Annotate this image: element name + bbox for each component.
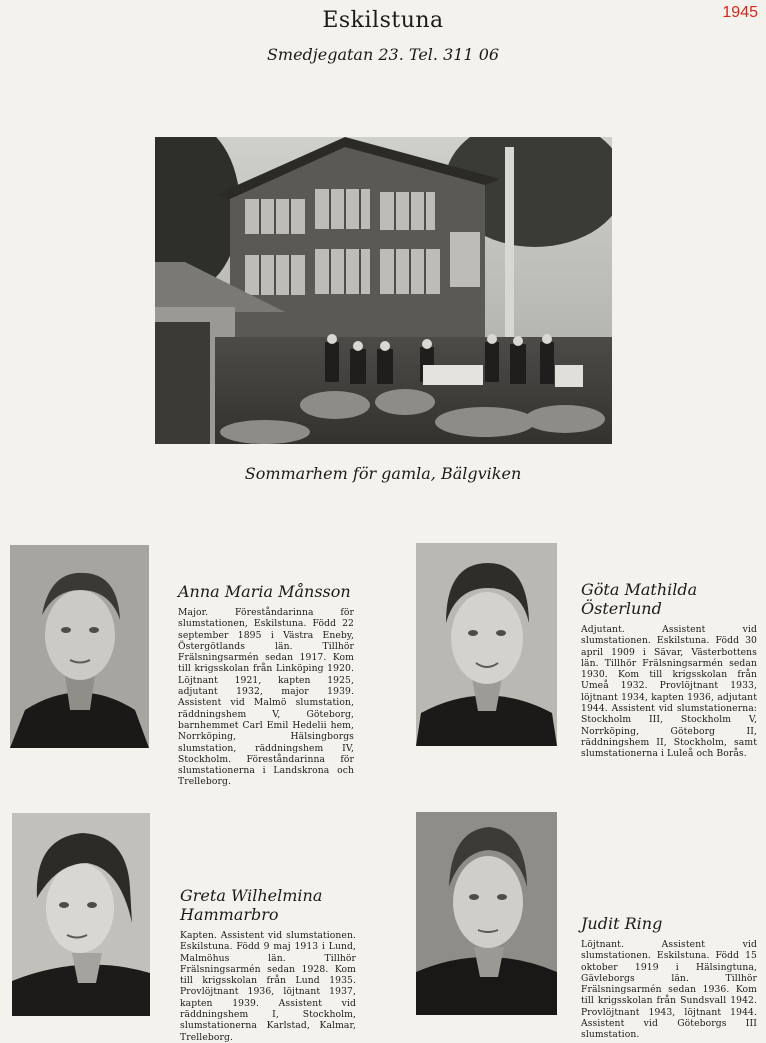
person-bio: Adjutant. Assistent vid slumstationen. Eskilstuna. Född 30 april 1909 i Sävar, Västerbottens län. Tillhör Frälsningsarmén sedan 1930. Kom till krigsskolan från Umeå 1932. Provlöjtnant 1933, löjtnant 1934, kapten 1936, adjutant 1944. Assistent vid slumstationerna: Stockholm III, Stockholm V, Norrköping, Göteborg II, räddningshem II, Stockholm, samt slumstationerna i Luleå och Borås. (581, 624, 757, 760)
page-title: Eskilstuna (322, 8, 444, 33)
portrait-greta-wilhelmina-hammarbro (12, 813, 150, 1016)
bio-judit-ring (581, 914, 757, 1041)
photo-caption: Sommarhem för gamla, Bälgviken (244, 464, 522, 483)
person-name: Greta Wilhelmina Hammarbro (180, 886, 323, 924)
bio-greta-wilhelmina-hammarbro (180, 886, 356, 1043)
summer-home-photo (155, 137, 612, 444)
person-bio: Löjtnant. Assistent vid slumstationen. Eskilstuna. Född 15 oktober 1919 i Hälsingtuna, Gävleborgs län. Tillhör Frälsningsarmén sedan 1936. Kom till krigsskolan från Sundsvall 1942. Provlöjtnant 1943, löjtnant 1944. Assistent vid Göteborgs III slumstation. (581, 939, 757, 1041)
person-bio: Major. Föreståndarinna för slumstationen, Eskilstuna. Född 22 september 1895 i Västra Eneby, Östergötlands län. Tillhör Frälsningsarmén sedan 1917. Kom till krigsskolan från Linköping 1920. Löjtnant 1921, kapten 1925, adjutant 1932, major 1939. Assistent vid Malmö slumstation, räddningshem V, Göteborg, barnhemmet Carl Emil Hedelii hem, Norrköping, Hälsingborgs slumstation, räddningshem IV, Stockholm. Föreståndarinna för slumstationerna i Landskrona och Trelleborg. (178, 607, 354, 788)
person-bio: Kapten. Assistent vid slumstationen. Eskilstuna. Född 9 maj 1913 i Lund, Malmöhus län. Tillhör Frälsningsarmén sedan 1928. Kom till krigsskolan från Lund 1935. Provlöjtnant 1936, löjtnant 1937, kapten 1939. Assistent vid räddningshem I, Stockholm, slumstationerna Karlstad, Kalmar, Trelleborg. (180, 930, 356, 1043)
bio-anna-maria-mansson (178, 582, 354, 788)
portrait-anna-maria-mansson (10, 545, 149, 748)
year-label: 1945 (722, 4, 758, 21)
portrait-gota-mathilda-osterlund (416, 543, 557, 746)
person-name: Anna Maria Månsson (178, 582, 351, 601)
portrait-judit-ring (416, 812, 557, 1015)
bio-gota-mathilda-osterlund (581, 580, 757, 760)
person-name: Göta Mathilda Österlund (581, 580, 698, 618)
person-name: Judit Ring (581, 914, 663, 933)
address-line: Smedjegatan 23. Tel. 311 06 (266, 45, 500, 64)
